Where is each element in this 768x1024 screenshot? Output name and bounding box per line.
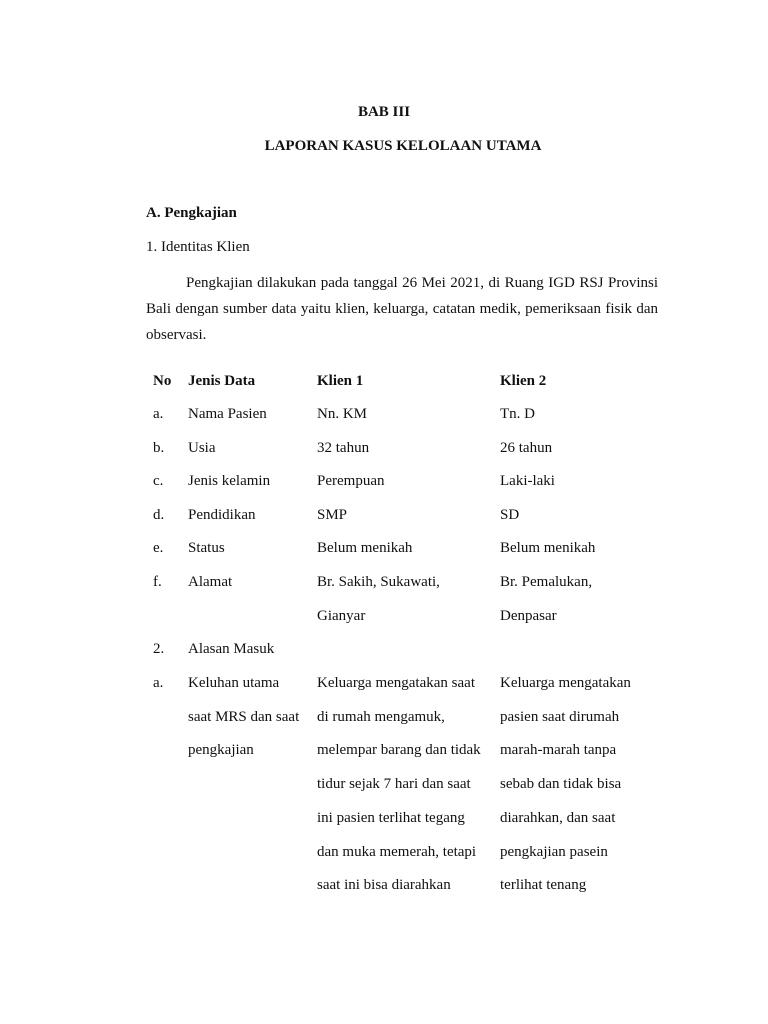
table-row [0, 440, 768, 460]
table-row [0, 844, 768, 864]
row-klien-1: saat ini bisa diarahkan [317, 877, 451, 893]
row-klien-1: Belum menikah [317, 540, 413, 556]
row-no: a. [153, 675, 164, 691]
row-klien-1: melempar barang dan tidak [317, 742, 481, 758]
row-jenis-data: Usia [188, 440, 216, 456]
table-row [0, 709, 768, 729]
table-row [0, 540, 768, 560]
row-jenis-data: Alamat [188, 574, 233, 590]
row-klien-2: marah-marah tanpa [500, 742, 617, 758]
table-row [0, 507, 768, 527]
row-jenis-data: Jenis kelamin [188, 473, 271, 489]
row-klien-2: Laki-laki [500, 473, 555, 489]
subsection-heading: 1. Identitas Klien [146, 239, 250, 255]
row-klien-2: diarahkan, dan saat [500, 810, 616, 826]
row-jenis-data: Nama Pasien [188, 406, 267, 422]
table-row [0, 810, 768, 830]
table-row [0, 742, 768, 762]
row-klien-2: pengkajian pasein [500, 844, 608, 860]
row-klien-1: Gianyar [317, 608, 366, 624]
row-klien-1: Nn. KM [317, 406, 368, 422]
row-klien-2: terlihat tenang [500, 877, 587, 893]
row-no: d. [153, 507, 165, 523]
header-klien-1: Klien 1 [317, 373, 364, 389]
row-jenis-data: Alasan Masuk [188, 641, 275, 657]
row-no: e. [153, 540, 164, 556]
row-klien-1: dan muka memerah, tetapi [317, 844, 477, 860]
row-klien-1: SMP [317, 507, 348, 523]
row-klien-2: Denpasar [500, 608, 557, 624]
row-jenis-data: Pendidikan [188, 507, 256, 523]
table-row [0, 877, 768, 897]
table-row [0, 608, 768, 628]
row-jenis-data: saat MRS dan saat [188, 709, 300, 725]
row-klien-1: ini pasien terlihat tegang [317, 810, 465, 826]
section-heading: A. Pengkajian [146, 205, 237, 221]
row-klien-1: Perempuan [317, 473, 385, 489]
table-row [0, 641, 768, 661]
row-jenis-data: Keluhan utama [188, 675, 280, 691]
row-klien-2: Belum menikah [500, 540, 596, 556]
table-header-row [0, 373, 768, 393]
row-no: c. [153, 473, 164, 489]
row-jenis-data: Status [188, 540, 225, 556]
chapter-title: LAPORAN KASUS KELOLAAN UTAMA [264, 138, 542, 154]
intro-paragraph: Pengkajian dilakukan pada tanggal 26 Mei 2021, di Ruang IGD RSJ Provinsi Bali dengan sumber data yaitu klien, keluarga, catatan medik, pemeriksaan fisik dan observasi. [146, 275, 658, 343]
row-klien-1: tidur sejak 7 hari dan saat [317, 776, 471, 792]
row-klien-2: 26 tahun [500, 440, 553, 456]
row-klien-1: 32 tahun [317, 440, 370, 456]
row-klien-1: di rumah mengamuk, [317, 709, 445, 725]
row-klien-1: Br. Sakih, Sukawati, [317, 574, 440, 590]
chapter-heading: BAB III [357, 104, 411, 120]
table-row [0, 473, 768, 493]
row-klien-2: Keluarga mengatakan [500, 675, 631, 691]
header-jenis-data: Jenis Data [188, 373, 256, 389]
row-no: f. [153, 574, 162, 590]
row-no: a. [153, 406, 164, 422]
table-row [0, 574, 768, 594]
row-no: b. [153, 440, 165, 456]
row-jenis-data: pengkajian [188, 742, 254, 758]
header-no: No [153, 373, 172, 389]
row-klien-2: SD [500, 507, 520, 523]
row-klien-2: Br. Pemalukan, [500, 574, 593, 590]
row-klien-2: Tn. D [500, 406, 535, 422]
row-klien-2: pasien saat dirumah [500, 709, 620, 725]
row-no: 2. [153, 641, 165, 657]
table-row [0, 776, 768, 796]
table-row [0, 406, 768, 426]
row-klien-1: Keluarga mengatakan saat [317, 675, 475, 691]
row-klien-2: sebab dan tidak bisa [500, 776, 622, 792]
table-row [0, 675, 768, 695]
header-klien-2: Klien 2 [500, 373, 547, 389]
